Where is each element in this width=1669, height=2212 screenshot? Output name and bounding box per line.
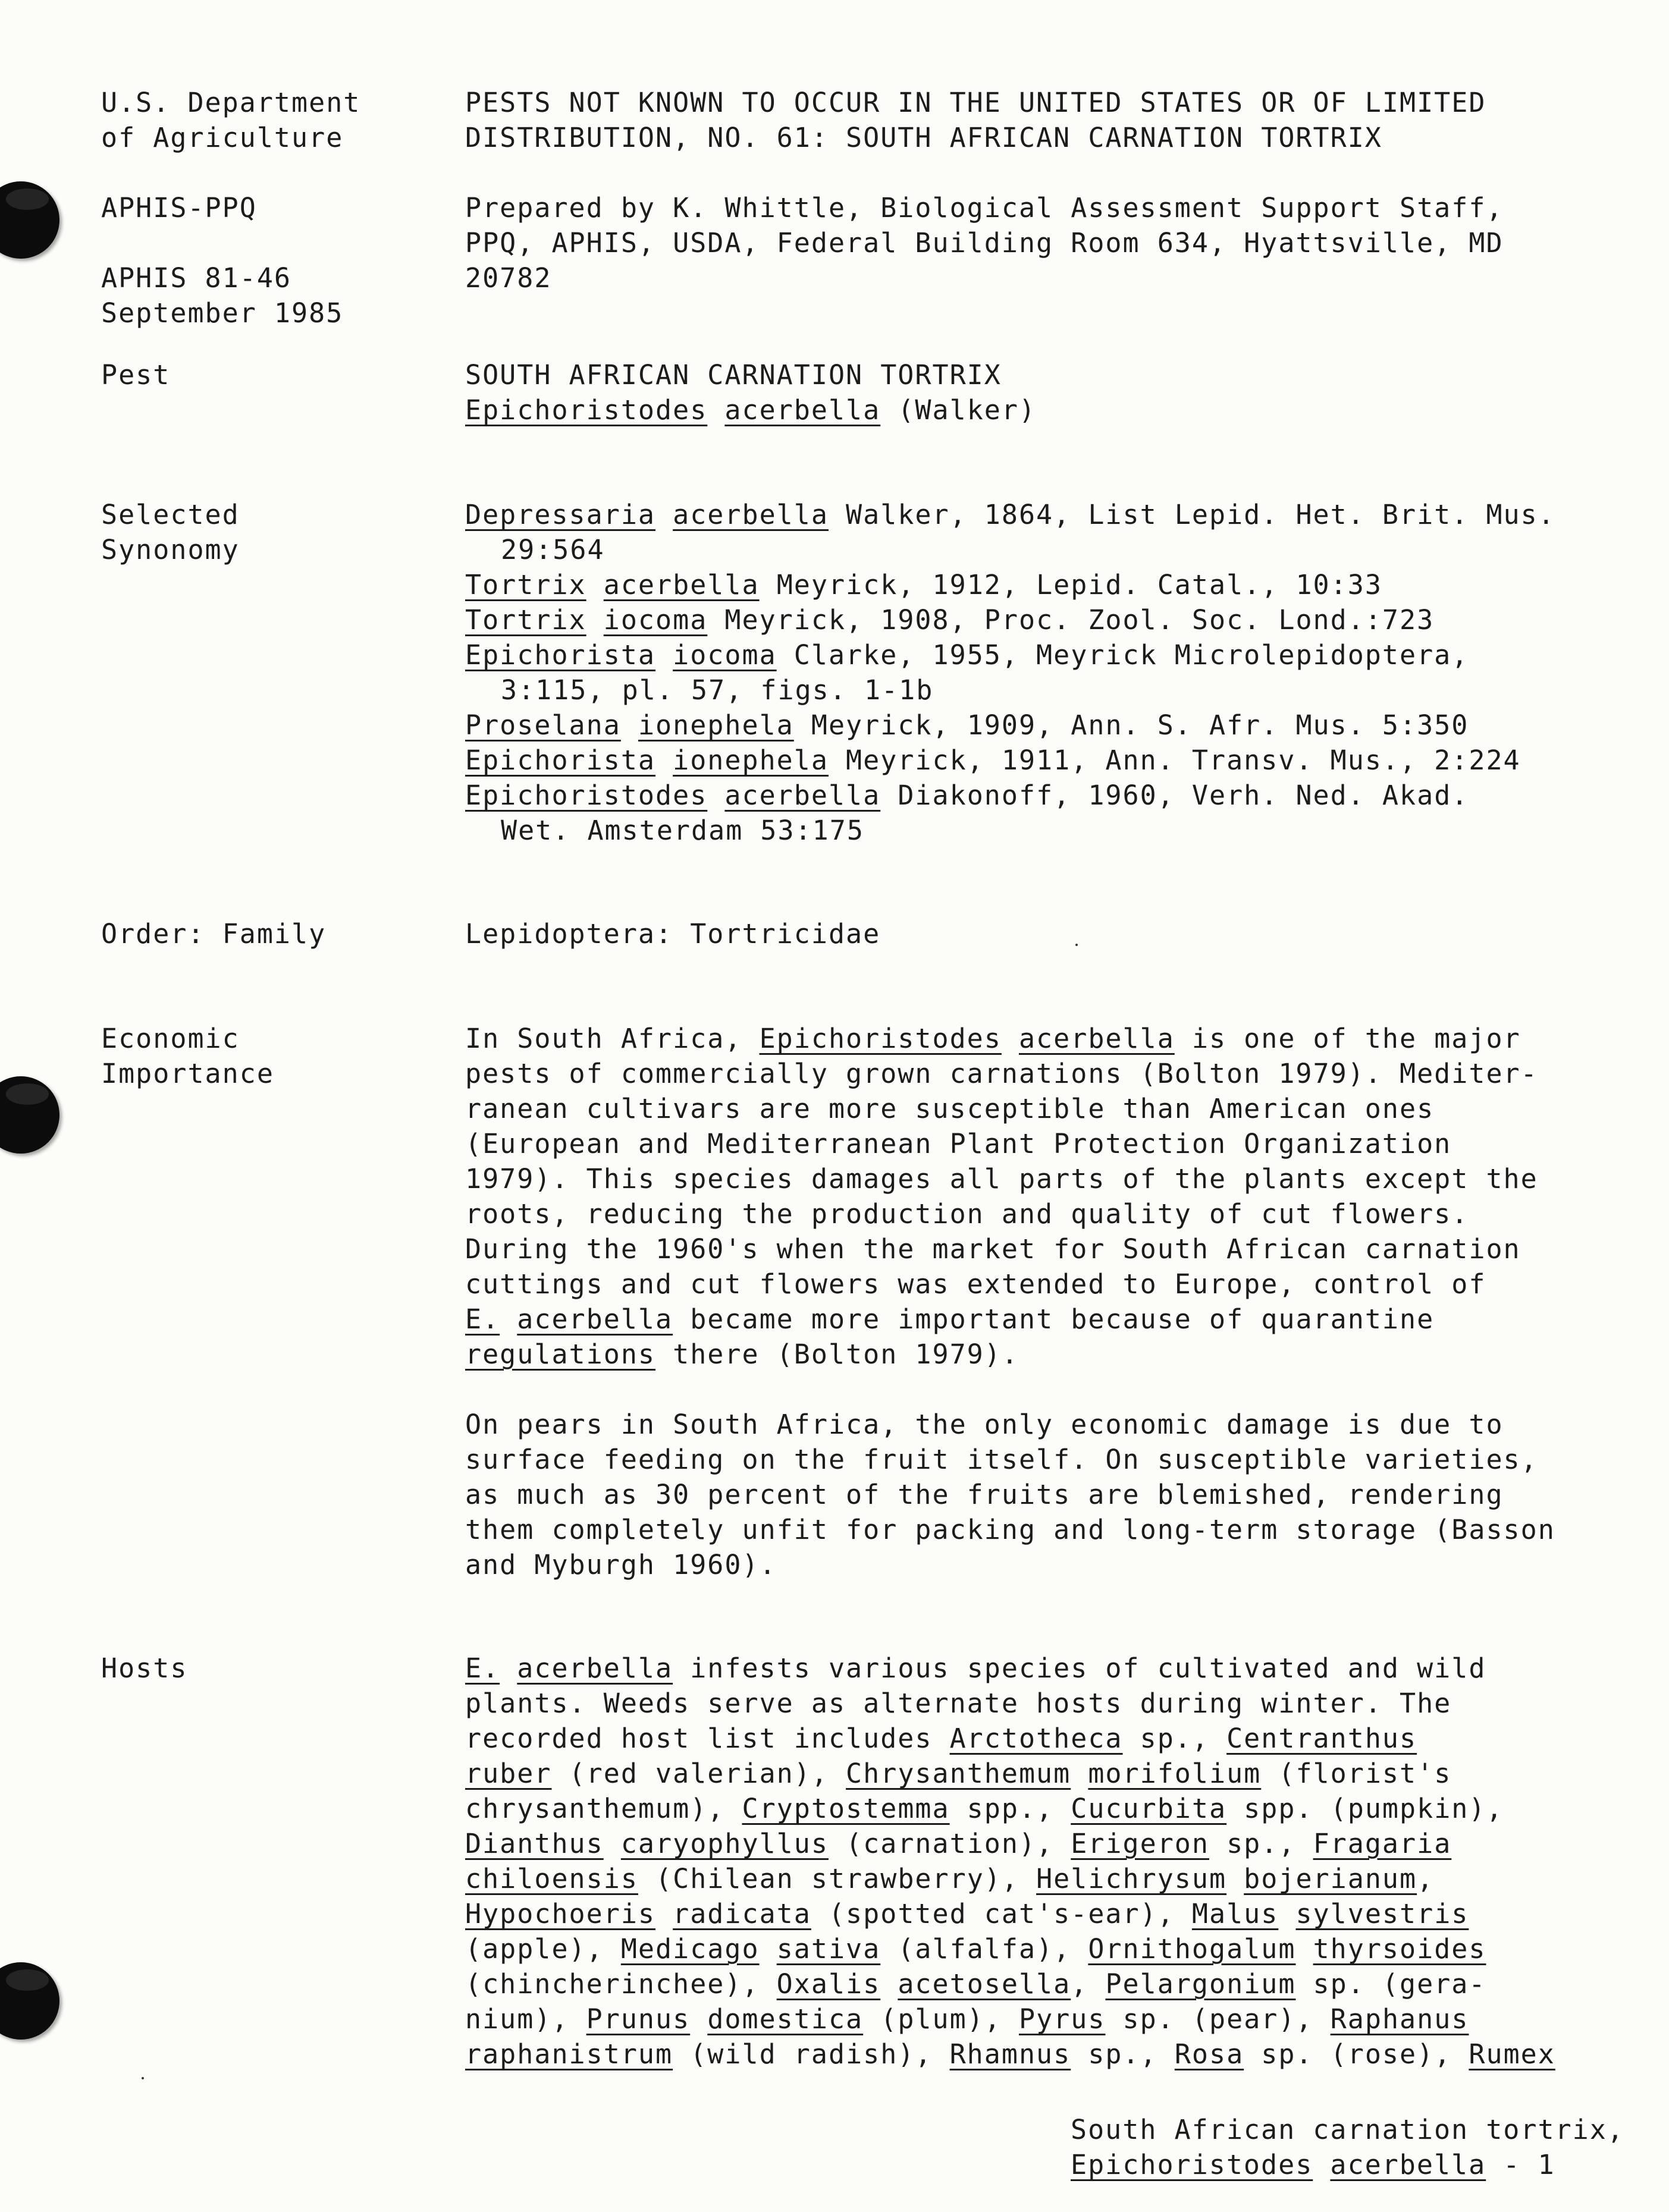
host-genus: Chrysanthemum bbox=[846, 1758, 1071, 1789]
paragraph-line: plants. Weeds serve as alternate hosts during winter. The bbox=[465, 1688, 1452, 1719]
synonym-species: acerbella bbox=[603, 569, 760, 601]
synonym-genus: Tortrix bbox=[465, 604, 586, 636]
paragraph-line: as much as 30 percent of the fruits are blemished, rendering bbox=[465, 1479, 1504, 1510]
paragraph-line bbox=[465, 1725, 1417, 1752]
synonym-entry bbox=[465, 501, 1555, 528]
text-run: (spotted cat's-ear), bbox=[811, 1898, 1192, 1930]
prepared-by-line-1: Prepared by K. Whittle, Biological Assessment Support Staff, bbox=[465, 192, 1504, 224]
footer-species-page bbox=[1071, 2151, 1555, 2178]
text-run: (alfalfa), bbox=[880, 1933, 1088, 1965]
text-run: (wild radish), bbox=[673, 2038, 950, 2070]
text-run: infests various species of cultivated and wild bbox=[673, 1652, 1486, 1684]
text-run: (red valerian), bbox=[551, 1758, 846, 1789]
synonym-genus: Proselana bbox=[465, 709, 621, 741]
binder-hole-top bbox=[0, 181, 59, 259]
publication-date: September 1985 bbox=[101, 297, 344, 329]
text-run: sp., bbox=[1209, 1828, 1313, 1859]
host-genus: Rhamnus bbox=[949, 2038, 1071, 2070]
paragraph-line: and Myburgh 1960). bbox=[465, 1549, 777, 1581]
synonym-genus: Depressaria bbox=[465, 499, 656, 530]
host-species: acetosella bbox=[898, 1968, 1071, 2000]
host-genus: Hypochoeris bbox=[465, 1898, 656, 1930]
host-genus: Pelargonium bbox=[1105, 1968, 1296, 2000]
paragraph-line bbox=[465, 1303, 1435, 1335]
synonym-species: acerbella bbox=[724, 780, 881, 811]
prepared-by-line-3: 20782 bbox=[465, 262, 552, 294]
synonym-citation-continued: 29:564 bbox=[501, 534, 605, 565]
synonym-citation-continued: Wet. Amsterdam 53:175 bbox=[501, 815, 864, 846]
synonym-genus: Epichorista bbox=[465, 744, 656, 776]
economic-label-line-1: Economic bbox=[101, 1023, 240, 1054]
paragraph-line bbox=[465, 1760, 1451, 1787]
text-run: sp. (pear), bbox=[1105, 2003, 1331, 2035]
synonymy-label-line-2: Synonomy bbox=[101, 534, 240, 565]
paragraph-line: cuttings and cut flowers was extended to Europe, control of bbox=[465, 1268, 1486, 1300]
synonym-species: iocoma bbox=[603, 604, 708, 636]
paragraph-line: pests of commercially grown carnations (Bolton 1979). Mediter- bbox=[465, 1058, 1538, 1089]
page-number: - 1 bbox=[1486, 2149, 1555, 2180]
host-species: bojerianum bbox=[1244, 1863, 1417, 1894]
hosts-label: Hosts bbox=[101, 1652, 188, 1684]
synonym-citation-continued: 3:115, pl. 57, figs. 1-1b bbox=[501, 674, 934, 706]
text-run: nium), bbox=[465, 2003, 586, 2035]
text-run: In South Africa, bbox=[465, 1023, 760, 1054]
text-run: recorded host list includes bbox=[465, 1723, 950, 1754]
text-run: spp. (pumpkin), bbox=[1226, 1793, 1504, 1824]
order-family-value: Lepidoptera: Tortricidae bbox=[465, 918, 881, 950]
host-species: radicata bbox=[673, 1898, 811, 1930]
paragraph-line bbox=[465, 1025, 1521, 1052]
doc-number: APHIS 81-46 bbox=[101, 262, 292, 294]
footer-genus: Epichoristodes bbox=[1071, 2149, 1313, 2180]
synonym-genus: Epichoristodes bbox=[465, 780, 708, 811]
document-title-line-1: PESTS NOT KNOWN TO OCCUR IN THE UNITED STATES OR OF LIMITED bbox=[465, 87, 1486, 118]
binder-hole-middle bbox=[0, 1076, 59, 1154]
paragraph-line bbox=[465, 1865, 1434, 1892]
paragraph-line: ranean cultivars are more susceptible than American ones bbox=[465, 1093, 1435, 1124]
host-species: raphanistrum bbox=[465, 2038, 673, 2070]
order-family-label: Order: Family bbox=[101, 918, 327, 950]
host-species: caryophyllus bbox=[620, 1828, 829, 1859]
text-run: chrysanthemum), bbox=[465, 1793, 742, 1824]
host-genus: Oxalis bbox=[776, 1968, 881, 2000]
synonym-species: ionephela bbox=[673, 744, 829, 776]
host-genus: Centranthus bbox=[1226, 1723, 1417, 1754]
synonym-citation: Meyrick, 1908, Proc. Zool. Soc. Lond.:723 bbox=[724, 604, 1435, 636]
text-run: sp. (rose), bbox=[1244, 2038, 1469, 2070]
text-run: sp. (gera- bbox=[1295, 1968, 1486, 2000]
species-epithet: acerbella bbox=[1018, 1023, 1175, 1054]
synonym-entry bbox=[465, 744, 1521, 776]
paragraph-line: them completely unfit for packing and long-term storage (Basson bbox=[465, 1514, 1555, 1545]
host-genus: Fragaria bbox=[1313, 1828, 1452, 1859]
host-genus: Rosa bbox=[1174, 2038, 1244, 2070]
paragraph-line: roots, reducing the production and quality of cut flowers. bbox=[465, 1198, 1469, 1230]
synonym-citation: Diakonoff, 1960, Verh. Ned. Akad. bbox=[898, 780, 1469, 811]
text-run: , bbox=[1071, 1968, 1106, 2000]
footer-title: South African carnation tortrix, bbox=[1071, 2114, 1624, 2145]
host-species: chiloensis bbox=[465, 1863, 638, 1894]
text-run: there (Bolton 1979). bbox=[655, 1338, 1019, 1370]
host-genus: Cryptostemma bbox=[742, 1793, 950, 1824]
economic-label-line-2: Importance bbox=[101, 1058, 274, 1089]
host-genus: Malus bbox=[1191, 1898, 1279, 1930]
host-genus: Dianthus bbox=[465, 1828, 604, 1859]
host-species: sativa bbox=[776, 1933, 881, 1965]
host-genus: Medicago bbox=[620, 1933, 760, 1965]
text-run: (carnation), bbox=[828, 1828, 1071, 1859]
text-run: (chincherinchee), bbox=[465, 1968, 777, 2000]
text-run: (florist's bbox=[1261, 1758, 1452, 1789]
synonym-citation: Meyrick, 1912, Lepid. Catal., 10:33 bbox=[776, 569, 1382, 601]
agency-line-1: U.S. Department bbox=[101, 87, 361, 118]
synonym-species: acerbella bbox=[673, 499, 829, 530]
host-genus: Raphanus bbox=[1330, 2003, 1469, 2035]
host-genus: Prunus bbox=[586, 2003, 691, 2035]
text-run: (apple), bbox=[465, 1933, 621, 1965]
synonym-citation: Walker, 1864, List Lepid. Het. Brit. Mus. bbox=[846, 499, 1555, 530]
host-species: domestica bbox=[707, 2003, 864, 2035]
pest-genus: Epichoristodes bbox=[465, 394, 708, 426]
host-species: ruber bbox=[465, 1758, 552, 1789]
paragraph-line bbox=[465, 1338, 1019, 1370]
synonym-entry bbox=[465, 782, 1469, 809]
paragraph-line bbox=[465, 1652, 1486, 1684]
species-genus: E. bbox=[465, 1303, 500, 1335]
synonym-citation: Meyrick, 1911, Ann. Transv. Mus., 2:224 bbox=[846, 744, 1521, 776]
text-run: (Chilean strawberry), bbox=[638, 1863, 1037, 1894]
speck bbox=[142, 2077, 144, 2079]
synonym-citation: Meyrick, 1909, Ann. S. Afr. Mus. 5:350 bbox=[811, 709, 1469, 741]
binder-hole-bottom bbox=[0, 1962, 59, 2040]
host-species: morifolium bbox=[1088, 1758, 1262, 1789]
species-genus: E. bbox=[465, 1652, 500, 1684]
paragraph-line bbox=[465, 1795, 1504, 1822]
paragraph-line: On pears in South Africa, the only economic damage is due to bbox=[465, 1409, 1504, 1440]
agency-line-2: of Agriculture bbox=[101, 122, 344, 153]
synonym-species: iocoma bbox=[673, 639, 777, 671]
host-genus: Erigeron bbox=[1071, 1828, 1209, 1859]
division: APHIS-PPQ bbox=[101, 192, 257, 224]
pest-common-name: SOUTH AFRICAN CARNATION TORTRIX bbox=[465, 359, 1002, 391]
species-epithet: acerbella bbox=[517, 1652, 673, 1684]
prepared-by-line-2: PPQ, APHIS, USDA, Federal Building Room 634, Hyattsville, MD bbox=[465, 227, 1504, 259]
species-genus: Epichoristodes bbox=[759, 1023, 1002, 1054]
paragraph-line bbox=[465, 1933, 1486, 1965]
species-epithet: acerbella bbox=[517, 1303, 673, 1335]
speck bbox=[1075, 944, 1078, 946]
text-run: is one of the major bbox=[1174, 1023, 1521, 1054]
pest-species: acerbella bbox=[724, 394, 881, 426]
paragraph-line bbox=[465, 1898, 1469, 1930]
host-genus: Rumex bbox=[1469, 2038, 1555, 2070]
synonym-citation: Clarke, 1955, Meyrick Microlepidoptera, bbox=[793, 639, 1469, 671]
text-run: sp., bbox=[1122, 1723, 1227, 1754]
synonym-entry bbox=[465, 604, 1435, 636]
pest-author: (Walker) bbox=[898, 394, 1037, 426]
paragraph-line: surface feeding on the fruit itself. On susceptible varieties, bbox=[465, 1444, 1538, 1475]
host-genus: Arctotheca bbox=[949, 1723, 1123, 1754]
synonym-entry bbox=[465, 569, 1382, 601]
paragraph-line: (European and Mediterranean Plant Protection Organization bbox=[465, 1128, 1452, 1160]
underlined-word: regulations bbox=[465, 1338, 656, 1370]
host-genus: Helichrysum bbox=[1036, 1863, 1227, 1894]
synonymy-label-line-1: Selected bbox=[101, 499, 240, 530]
synonym-genus: Epichorista bbox=[465, 639, 656, 671]
paragraph-line bbox=[465, 2038, 1555, 2070]
host-genus: Ornithogalum bbox=[1088, 1933, 1296, 1965]
host-species: thyrsoides bbox=[1313, 1933, 1486, 1965]
text-run: became more important because of quarantine bbox=[673, 1303, 1435, 1335]
paragraph-line bbox=[465, 1968, 1486, 2000]
host-genus: Pyrus bbox=[1019, 2003, 1106, 2035]
synonym-genus: Tortrix bbox=[465, 569, 586, 601]
text-run: (plum), bbox=[863, 2003, 1019, 2035]
text-run: spp., bbox=[949, 1793, 1071, 1824]
pest-scientific-name bbox=[465, 394, 1037, 426]
synonym-entry bbox=[465, 639, 1469, 671]
paragraph-line bbox=[465, 1830, 1451, 1857]
footer-species: acerbella bbox=[1330, 2149, 1486, 2180]
document-title-line-2: DISTRIBUTION, NO. 61: SOUTH AFRICAN CARNATION TORTRIX bbox=[465, 122, 1382, 153]
paragraph-line bbox=[465, 2003, 1469, 2035]
text-run: sp., bbox=[1071, 2038, 1175, 2070]
paragraph-line: During the 1960's when the market for South African carnation bbox=[465, 1233, 1521, 1265]
synonym-species: ionephela bbox=[638, 709, 794, 741]
host-genus: Cucurbita bbox=[1071, 1793, 1227, 1824]
synonym-entry bbox=[465, 709, 1469, 741]
pest-label: Pest bbox=[101, 359, 171, 391]
host-species: sylvestris bbox=[1295, 1898, 1469, 1930]
text-run: , bbox=[1417, 1863, 1435, 1894]
paragraph-line: 1979). This species damages all parts of the plants except the bbox=[465, 1163, 1538, 1195]
